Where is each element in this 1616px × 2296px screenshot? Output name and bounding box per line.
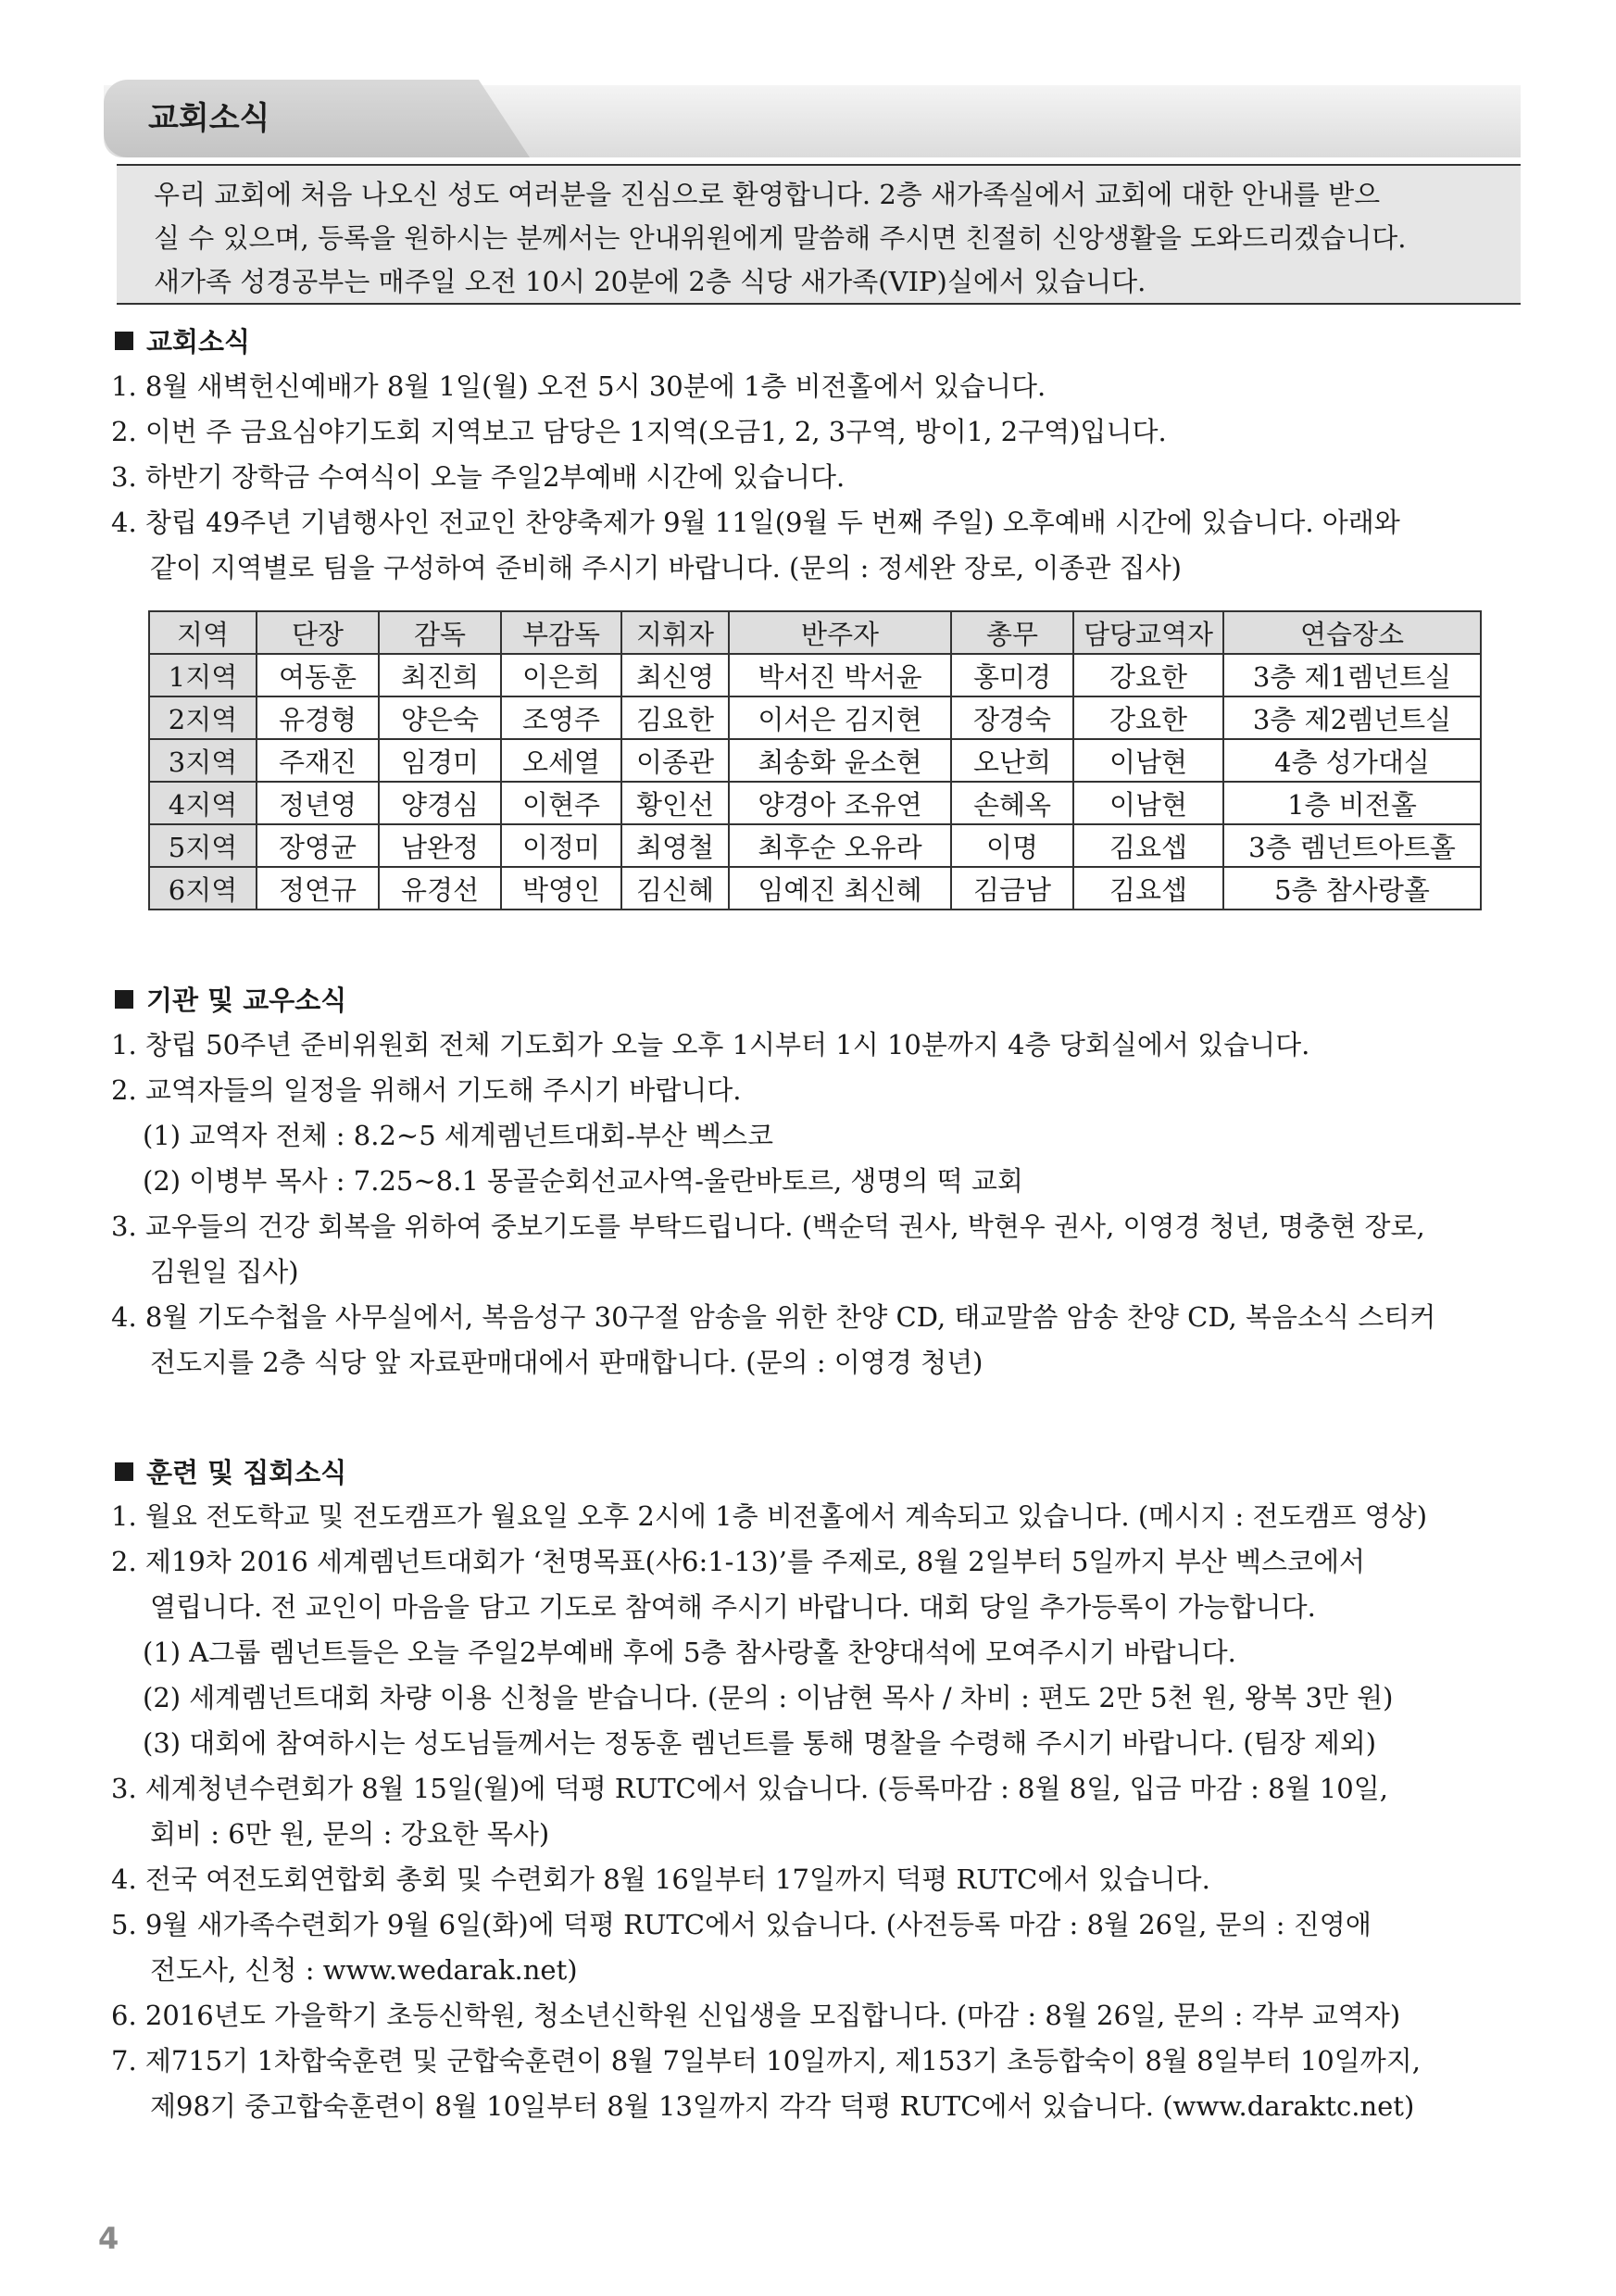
table-cell: 남완정 [379,824,501,867]
column-header: 반주자 [729,611,951,654]
list-item-continuation: 제98기 중고합숙훈련이 8월 10일부터 8월 13일까지 각각 덕평 RUTC에서 있습니다. (www.daraktc.net) [150,2090,1415,2122]
table-cell: 3층 제2렘넌트실 [1223,696,1481,739]
list-item: 1. 월요 전도학교 및 전도캠프가 월요일 오후 2시에 1층 비전홀에서 계속되고 있습니다. (메시지 : 전도캠프 영상) [111,1500,1428,1532]
table-cell: 이종관 [621,739,729,782]
table-cell: 주재진 [257,739,379,782]
list-item-continuation: 회비 : 6만 원, 문의 : 강요한 목사) [150,1818,550,1850]
table-cell: 이현주 [501,782,621,824]
table-cell: 이서은 김지현 [729,696,951,739]
table-cell: 최후순 오유라 [729,824,951,867]
section-title: 교회소식 [146,326,251,358]
church-news-list [111,364,1400,591]
table-cell: 이명 [951,824,1073,867]
table-cell: 최영철 [621,824,729,867]
welcome-box [117,164,1521,305]
list-item: 7. 제715기 1차합숙훈련 및 군합숙훈련이 8월 7일부터 10일까지, 제153기 초등합숙이 8월 8일부터 10일까지, [111,2045,1421,2076]
list-subitem: (2) 세계렘넌트대회 차량 이용 신청을 받습니다. (문의 : 이남현 목사 / 차비 : 편도 2만 5천 원, 왕복 3만 원) [143,1682,1394,1713]
list-item-continuation: 김원일 집사) [150,1256,299,1287]
welcome-line: 실 수 있으며, 등록을 원하시는 분께서는 안내위원에게 말씀해 주시면 친절히 신앙생활을 도와드리겠습니다. [154,222,1407,254]
table-header-row [149,611,1481,654]
list-subitem: (3) 대회에 참여하시는 성도님들께서는 정동훈 렘넌트를 통해 명찰을 수령해 주시기 바랍니다. (팀장 제외) [143,1727,1377,1759]
black-square-icon [115,332,133,350]
column-header: 단장 [257,611,379,654]
table-cell: 박영인 [501,867,621,910]
black-square-icon [115,1462,133,1481]
table-cell: 강요한 [1073,696,1223,739]
page-title: 교회소식 [148,100,270,137]
list-item: 3. 교우들의 건강 회복을 위하여 중보기도를 부탁드립니다. (백순덕 권사, 박현우 권사, 이영경 청년, 명충현 장로, [111,1211,1425,1242]
table-row [149,824,1481,867]
table-cell: 4층 성가대실 [1223,739,1481,782]
list-item-continuation: 전도사, 신청 : www.wedarak.net) [150,1954,578,1986]
section-heading-institution-news [115,980,346,1018]
list-item: 1. 창립 50주년 준비위원회 전체 기도회가 오늘 오후 1시부터 1시 10분까지 4층 당회실에서 있습니다. [111,1029,1310,1060]
table-cell: 김요한 [621,696,729,739]
table-cell: 5지역 [149,824,257,867]
column-header: 감독 [379,611,501,654]
training-news-list [111,1494,1427,2129]
column-header: 담당교역자 [1073,611,1223,654]
table-row [149,654,1481,696]
section-heading-church-news [115,321,250,359]
list-item: 2. 이번 주 금요심야기도회 지역보고 담당은 1지역(오금1, 2, 3구역, 방이1, 2구역)입니다. [111,416,1167,447]
page-number: 4 [98,2221,119,2256]
list-item: 4. 전국 여전도회연합회 총회 및 수련회가 8월 16일부터 17일까지 덕평 RUTC에서 있습니다. [111,1863,1210,1895]
table-cell: 오난희 [951,739,1073,782]
table-cell: 1층 비전홀 [1223,782,1481,824]
table-row [149,782,1481,824]
table-row [149,867,1481,910]
table-cell: 이은희 [501,654,621,696]
table-cell: 오세열 [501,739,621,782]
list-item: 2. 교역자들의 일정을 위해서 기도해 주시기 바랍니다. [111,1074,742,1106]
table-cell: 이남현 [1073,739,1223,782]
table-row [149,739,1481,782]
table-cell: 이정미 [501,824,621,867]
list-item: 4. 창립 49주년 기념행사인 전교인 찬양축제가 9월 11일(9월 두 번째 주일) 오후예배 시간에 있습니다. 아래와 [111,507,1400,538]
institution-news-list [111,1023,1435,1386]
table-cell: 정년영 [257,782,379,824]
column-header: 부감독 [501,611,621,654]
list-item-continuation: 열립니다. 전 교인이 마음을 담고 기도로 참여해 주시기 바랍니다. 대회 당일 추가등록이 가능합니다. [150,1591,1316,1623]
table-cell: 4지역 [149,782,257,824]
region-team-table [148,610,1482,910]
table-cell: 3지역 [149,739,257,782]
table-cell: 황인선 [621,782,729,824]
list-item: 3. 세계청년수련회가 8월 15일(월)에 덕평 RUTC에서 있습니다. (등록마감 : 8월 8일, 입금 마감 : 8월 10일, [111,1773,1388,1804]
list-item: 3. 하반기 장학금 수여식이 오늘 주일2부예배 시간에 있습니다. [111,461,846,493]
list-item: 1. 8월 새벽헌신예배가 8월 1일(월) 오전 5시 30분에 1층 비전홀에서 있습니다. [111,370,1046,402]
list-subitem: (2) 이병부 목사 : 7.25~8.1 몽골순회선교사역-울란바토르, 생명의 떡 교회 [143,1165,1023,1197]
column-header: 지역 [149,611,257,654]
table-cell: 강요한 [1073,654,1223,696]
table-cell: 최신영 [621,654,729,696]
table-cell: 임경미 [379,739,501,782]
table-cell: 장영균 [257,824,379,867]
column-header: 지휘자 [621,611,729,654]
table-cell: 2지역 [149,696,257,739]
table-cell: 여동훈 [257,654,379,696]
list-item: 2. 제19차 2016 세계렘넌트대회가 ‘천명목표(사6:1-13)’를 주제로, 8월 2일부터 5일까지 부산 벡스코에서 [111,1546,1366,1577]
table-cell: 김금남 [951,867,1073,910]
black-square-icon [115,990,133,1009]
table-cell: 6지역 [149,867,257,910]
list-item-continuation: 같이 지역별로 팀을 구성하여 준비해 주시기 바랍니다. (문의 : 정세완 장로, 이종관 집사) [150,552,1182,583]
table-cell: 양경심 [379,782,501,824]
list-subitem: (1) 교역자 전체 : 8.2~5 세계렘넌트대회-부산 벡스코 [143,1120,774,1151]
table-cell: 장경숙 [951,696,1073,739]
list-item: 5. 9월 새가족수련회가 9월 6일(화)에 덕평 RUTC에서 있습니다. (사전등록 마감 : 8월 26일, 문의 : 진영애 [111,1909,1372,1940]
section-heading-training-news [115,1452,346,1490]
table-cell: 3층 렘넌트아트홀 [1223,824,1481,867]
welcome-line: 우리 교회에 처음 나오신 성도 여러분을 진심으로 환영합니다. 2층 새가족실에서 교회에 대한 안내를 받으 [154,179,1381,210]
table-cell: 3층 제1렘넌트실 [1223,654,1481,696]
list-item-continuation: 전도지를 2층 식당 앞 자료판매대에서 판매합니다. (문의 : 이영경 청년) [150,1347,983,1378]
table-cell: 1지역 [149,654,257,696]
column-header: 총무 [951,611,1073,654]
table-cell: 양경아 조유연 [729,782,951,824]
list-subitem: (1) A그룹 렘넌트들은 오늘 주일2부예배 후에 5층 참사랑홀 찬양대석에 모여주시기 바랍니다. [143,1637,1236,1668]
table-cell: 조영주 [501,696,621,739]
welcome-line: 새가족 성경공부는 매주일 오전 10시 20분에 2층 식당 새가족(VIP)실에서 있습니다. [154,266,1146,297]
list-item: 6. 2016년도 가을학기 초등신학원, 청소년신학원 신입생을 모집합니다. (마감 : 8월 26일, 문의 : 각부 교역자) [111,2000,1401,2031]
list-item: 4. 8월 기도수첩을 사무실에서, 복음성구 30구절 암송을 위한 찬양 CD, 태교말씀 암송 찬양 CD, 복음소식 스티커 [111,1301,1436,1333]
table-cell: 유경형 [257,696,379,739]
table-cell: 최진희 [379,654,501,696]
table-cell: 홍미경 [951,654,1073,696]
table-cell: 박서진 박서윤 [729,654,951,696]
table-cell: 정연규 [257,867,379,910]
table-cell: 5층 참사랑홀 [1223,867,1481,910]
table-cell: 양은숙 [379,696,501,739]
section-title: 훈련 및 집회소식 [146,1457,347,1488]
table-row [149,696,1481,739]
table-cell: 최송화 윤소현 [729,739,951,782]
table-cell: 임예진 최신혜 [729,867,951,910]
section-title: 기관 및 교우소식 [146,985,347,1016]
column-header: 연습장소 [1223,611,1481,654]
table-cell: 김요셉 [1073,824,1223,867]
table-cell: 김신혜 [621,867,729,910]
table-cell: 손혜옥 [951,782,1073,824]
table-cell: 유경선 [379,867,501,910]
table-cell: 이남현 [1073,782,1223,824]
table-cell: 김요셉 [1073,867,1223,910]
